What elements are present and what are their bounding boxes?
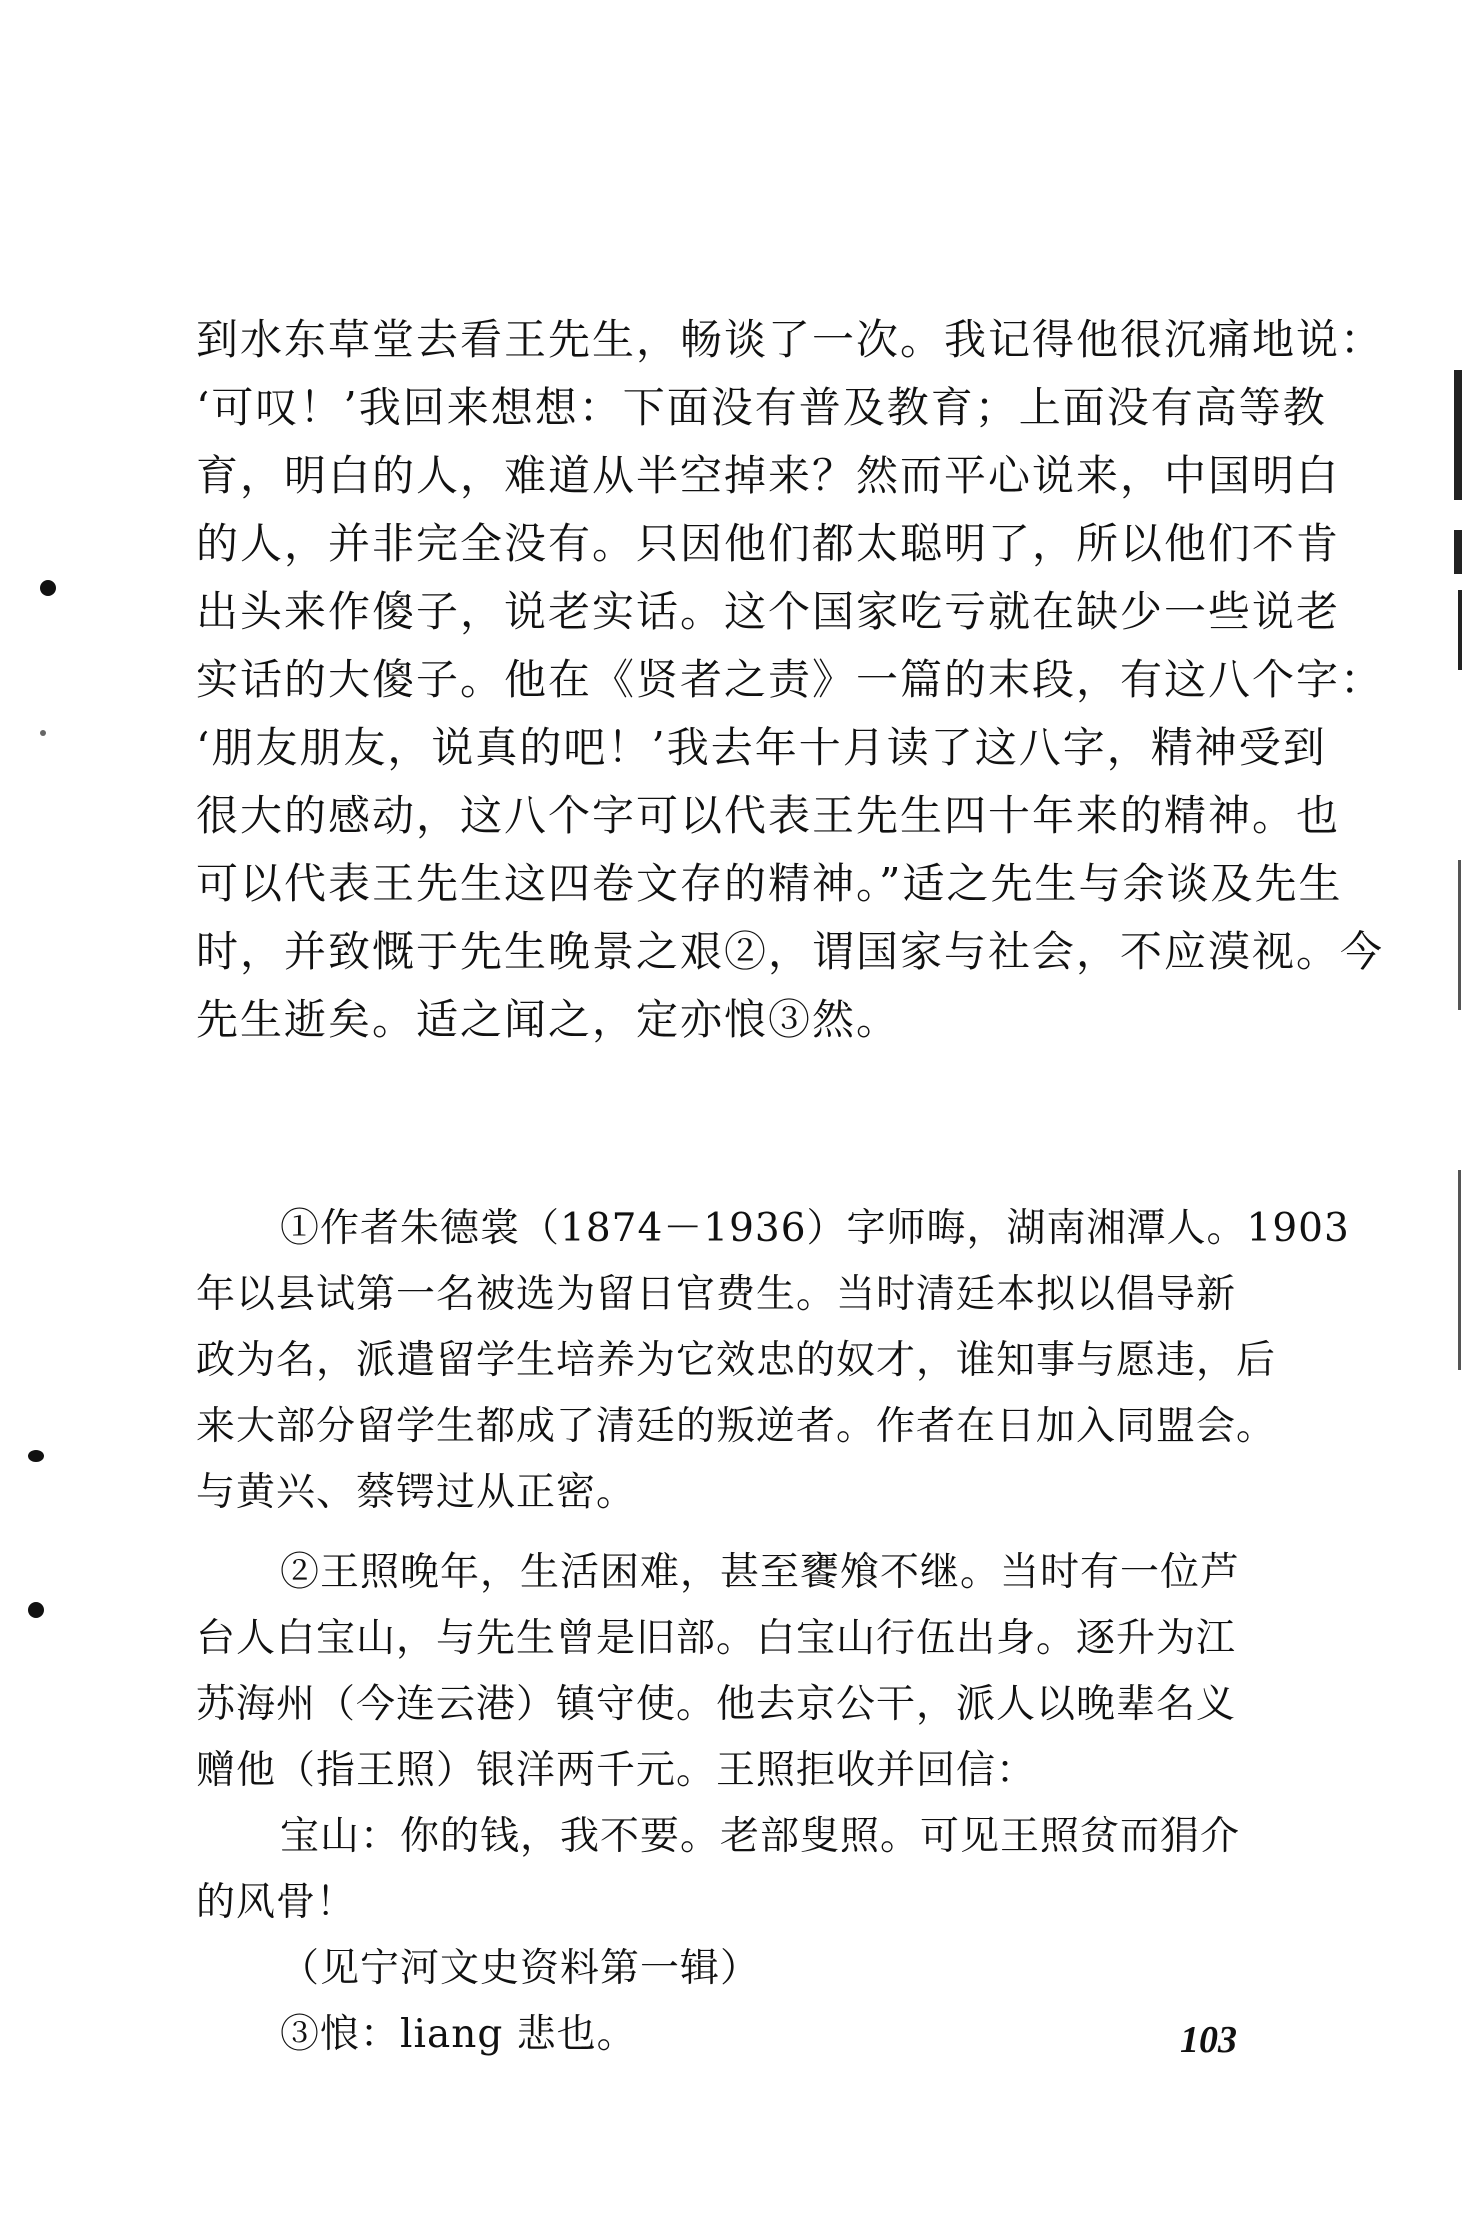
source-citation: （见宁河文史资料第一辑）	[280, 1946, 761, 1991]
note-line: ①作者朱德裳（1874－1936）字师晦，湖南湘潭人。1903	[280, 1206, 1350, 1251]
note-line: 政为名，派遣留学生培养为它效忠的奴才，谁知事与愿违，后	[196, 1338, 1277, 1383]
note-line: 赠他（指王照）银洋两千元。王照拒收并回信：	[196, 1748, 1037, 1793]
main-text	[196, 306, 1385, 1054]
text-line: 出头来作傻子，说老实话。这个国家吃亏就在缺少一些说老	[196, 587, 1341, 636]
text-line: ‘可叹！’我回来想想：下面没有普及教育；上面没有高等教	[196, 383, 1327, 432]
footnotes	[196, 1196, 1350, 2068]
note-line: 年以县试第一名被选为留日官费生。当时清廷本拟以倡导新	[196, 1272, 1237, 1317]
text-line: 很大的感动，这八个字可以代表王先生四十年来的精神。也	[196, 791, 1341, 840]
note-line: 与黄兴、蔡锷过从正密。	[196, 1470, 637, 1515]
scan-edge-mark	[1458, 1170, 1461, 1370]
text-line: 实话的大傻子。他在《贤者之责》一篇的末段，有这八个字：	[196, 655, 1385, 704]
scan-edge-mark	[1458, 860, 1461, 1010]
note-line: 来大部分留学生都成了清廷的叛逆者。作者在日加入同盟会。	[196, 1404, 1277, 1449]
page-number: 103	[1180, 2019, 1237, 2061]
footnote-2	[196, 1540, 1318, 1804]
text-line: 育，明白的人，难道从半空掉来？然而平心说来，中国明白	[196, 451, 1341, 500]
note-line: 苏海州（今连云港）镇守使。他去京公干，派人以晚辈名义	[196, 1682, 1237, 1727]
scan-speck	[40, 580, 56, 596]
note-line: 的风骨！	[196, 1880, 357, 1925]
note-spacer	[196, 1526, 1318, 1540]
scan-speck	[28, 1602, 44, 1618]
footnote-3: ③悢：liang 悲也。	[280, 2012, 637, 2057]
text-line: 可以代表王先生这四卷文存的精神。”适之先生与余谈及先生	[196, 859, 1343, 908]
note-line: 台人白宝山，与先生曾是旧部。白宝山行伍出身。逐升为江	[196, 1616, 1237, 1661]
scan-speck	[28, 1450, 44, 1462]
text-line: 时，并致慨于先生晚景之艰②，谓国家与社会，不应漠视。今	[196, 927, 1385, 976]
note-line: 宝山：你的钱，我不要。老部叟照。可见王照贫而狷介	[280, 1814, 1241, 1859]
text-line: 到水东草堂去看王先生，畅谈了一次。我记得他很沉痛地说：	[196, 315, 1385, 364]
footnote-1	[196, 1196, 1350, 1526]
text-line: ‘朋友朋友，说真的吧！’我去年十月读了这八字，精神受到	[196, 723, 1327, 772]
scan-edge-mark	[1454, 370, 1462, 500]
scan-edge-mark	[1454, 530, 1462, 574]
quoted-letter	[196, 1804, 1318, 1936]
note-line: ②王照晚年，生活困难，甚至饔飧不继。当时有一位芦	[280, 1550, 1241, 1595]
text-line: 先生逝矣。适之闻之，定亦悢③然。	[196, 995, 901, 1044]
scan-speck	[40, 730, 46, 736]
text-line: 的人，并非完全没有。只因他们都太聪明了，所以他们不肯	[196, 519, 1341, 568]
scan-edge-mark	[1458, 590, 1462, 670]
